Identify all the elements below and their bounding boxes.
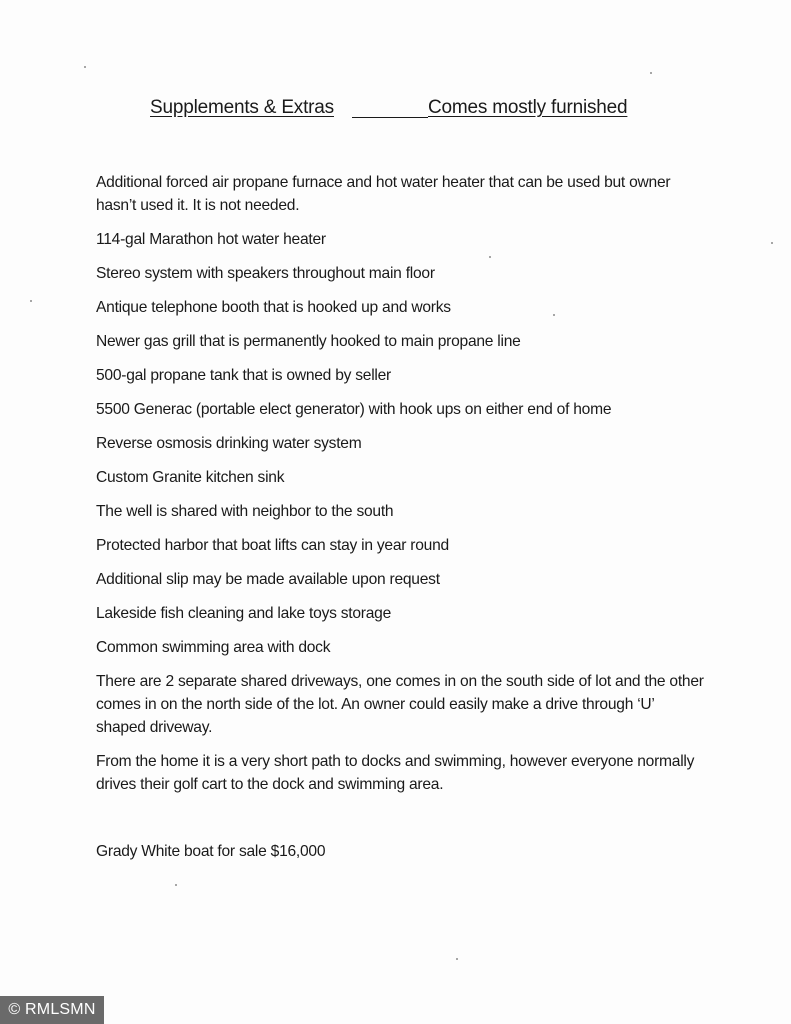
boat-for-sale-note: Grady White boat for sale $16,000	[96, 843, 326, 860]
scan-speck	[650, 72, 652, 74]
list-item: There are 2 separate shared driveways, one comes in on the south side of lot and the other comes in on the north side of the lot. An owner could easily make a drive through ‘U’ shaped driveway.	[96, 673, 704, 736]
scan-speck	[84, 66, 86, 68]
list-item: Additional forced air propane furnace and hot water heater that can be used but owner hasn’t used it. It is not needed.	[96, 174, 671, 214]
list-item: Stereo system with speakers throughout main floor	[96, 265, 435, 282]
list-item: Custom Granite kitchen sink	[96, 469, 285, 486]
list-item: From the home it is a very short path to docks and swimming, however everyone normally drives their golf cart to the dock and swimming area.	[96, 753, 695, 793]
list-item: Newer gas grill that is permanently hooked to main propane line	[96, 333, 521, 350]
header-subtitle: Comes mostly furnished	[428, 97, 628, 118]
header-title: Supplements & Extras	[150, 97, 334, 118]
scan-speck	[30, 300, 32, 302]
list-item: 114-gal Marathon hot water heater	[96, 231, 326, 248]
list-item: The well is shared with neighbor to the south	[96, 503, 394, 520]
list-item: Lakeside fish cleaning and lake toys storage	[96, 605, 392, 622]
list-item: 500-gal propane tank that is owned by seller	[96, 367, 392, 384]
features-list	[96, 171, 706, 874]
scan-speck	[175, 884, 177, 886]
document-header	[150, 95, 650, 121]
scan-speck	[456, 958, 458, 960]
list-item: Common swimming area with dock	[96, 639, 331, 656]
scan-speck	[553, 314, 555, 316]
list-item: 5500 Generac (portable elect generator) with hook ups on either end of home	[96, 401, 612, 418]
list-item: Additional slip may be made available upon request	[96, 571, 440, 588]
scan-speck	[771, 242, 773, 244]
copyright-watermark: © RMLSMN	[0, 996, 104, 1024]
header-underline-rule	[352, 117, 428, 118]
list-item: Antique telephone booth that is hooked up and works	[96, 299, 451, 316]
list-item: Reverse osmosis drinking water system	[96, 435, 362, 452]
list-item: Protected harbor that boat lifts can stay in year round	[96, 537, 449, 554]
scan-speck	[489, 256, 491, 258]
